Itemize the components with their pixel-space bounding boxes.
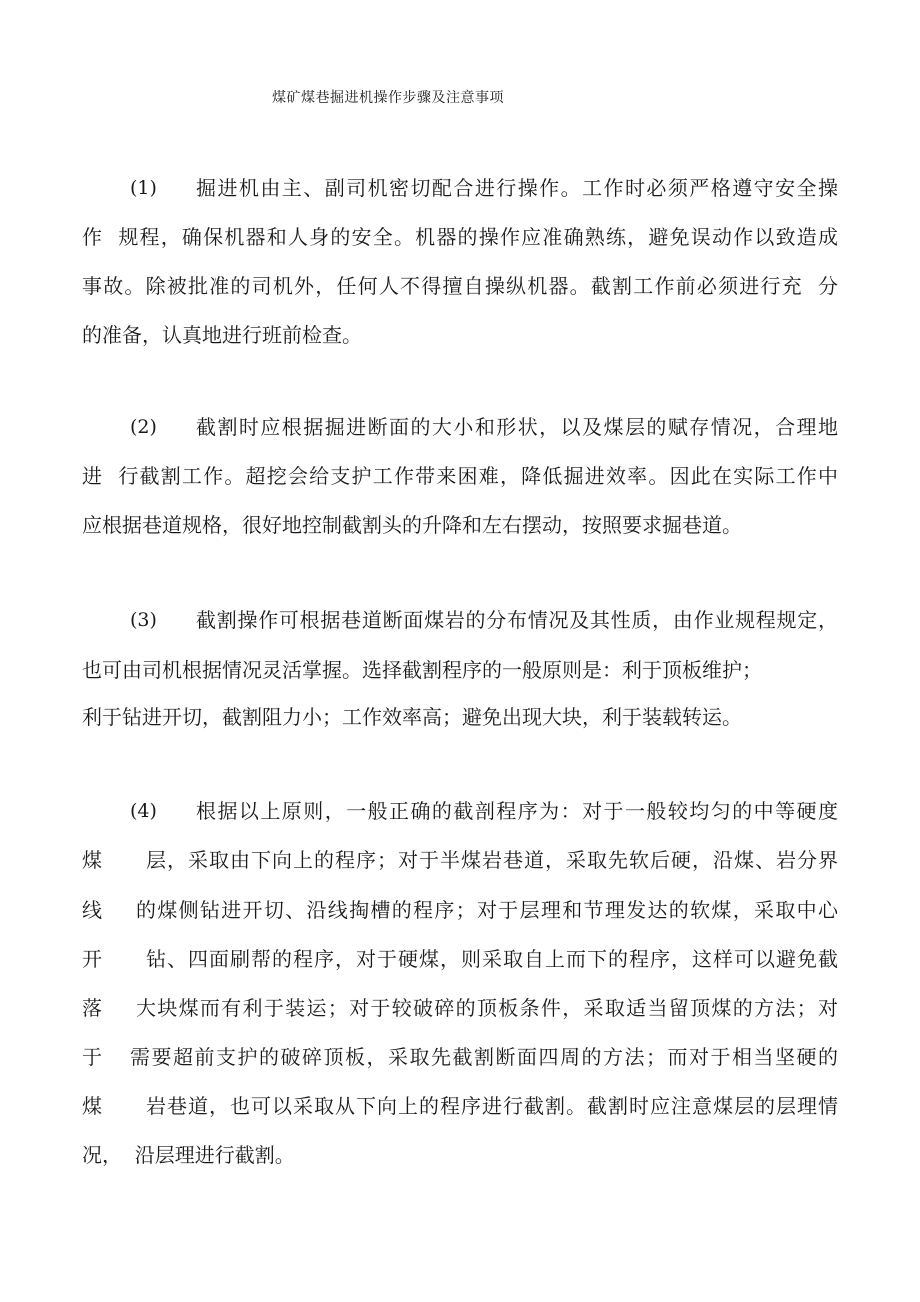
paragraph-line: 钻、四面刷帮的程序，对于硬煤，则采取自上而下的程序，这样可以避免截: [146, 947, 838, 971]
paragraph-line: 应根据巷道规格，很好地控制截割头的升降和左右摆动，按照要求掘巷道。: [82, 513, 742, 537]
paragraph-line: 况， 沿层理进行截割。: [82, 1143, 295, 1167]
paragraph-line: 截割时应根据掘进断面的大小和形状，以及煤层的赋存情况，合理地: [196, 415, 838, 439]
paragraph-line: 的准备，认真地进行班前检查。: [82, 323, 362, 347]
section-number: (1): [130, 177, 157, 199]
document-title: 煤矿煤巷掘进机操作步骤及注意事项: [272, 90, 504, 106]
paragraph-line: 作 规程，确保机器和人身的安全。机器的操作应准确熟练，避免误动作以致造成: [82, 225, 838, 249]
paragraph-line: 大块煤而有利于装运；对于较破碎的顶板条件，采取适当留顶煤的方法；对: [136, 996, 838, 1020]
paragraph-line: 层，采取由下向上的程序；对于半煤岩巷道，采取先软后硬，沿煤、岩分界: [146, 848, 838, 872]
paragraph-line: 根据以上原则，一般正确的截剖程序为：对于一般较均匀的中等硬度: [196, 799, 838, 823]
line-lead-char: 煤: [82, 848, 102, 872]
paragraph-line: 需要超前支护的破碎顶板，采取先截割断面四周的方法；而对于相当坚硬的: [130, 1045, 838, 1069]
paragraph-line: 事故。除被批准的司机外，任何人不得擅自操纵机器。截割工作前必须进行充 分: [82, 274, 838, 298]
section-number: (3): [130, 609, 157, 631]
section-number: (4): [130, 800, 157, 822]
paragraph-line: 也可由司机根据情况灵活掌握。选择截割程序的一般原则是：利于顶板维护；: [82, 658, 762, 682]
section-number: (2): [130, 416, 157, 438]
paragraph-line: 利于钻进开切，截割阻力小；工作效率高；避免出现大块，利于装载转运。: [82, 705, 742, 729]
paragraph-line: 的煤侧钻进开切、沿线掏槽的程序；对于层理和节理发达的软煤，采取中心: [136, 898, 838, 922]
paragraph-line: 岩巷道，也可以采取从下向上的程序进行截割。截割时应注意煤层的层理情: [146, 1094, 838, 1118]
line-lead-char: 开: [82, 947, 102, 971]
line-lead-char: 落: [82, 996, 102, 1020]
paragraph-line: 进 行截割工作。超挖会给支护工作带来困难，降低掘进效率。因此在实际工作中: [82, 464, 838, 488]
line-lead-char: 线: [82, 898, 102, 922]
line-lead-char: 煤: [82, 1094, 102, 1118]
line-lead-char: 于: [82, 1045, 102, 1069]
paragraph-line: 截割操作可根据巷道断面煤岩的分布情况及其性质，由作业规程规定，: [196, 608, 838, 632]
paragraph-line: 掘进机由主、副司机密切配合进行操作。工作时必须严格遵守安全操: [196, 176, 838, 200]
